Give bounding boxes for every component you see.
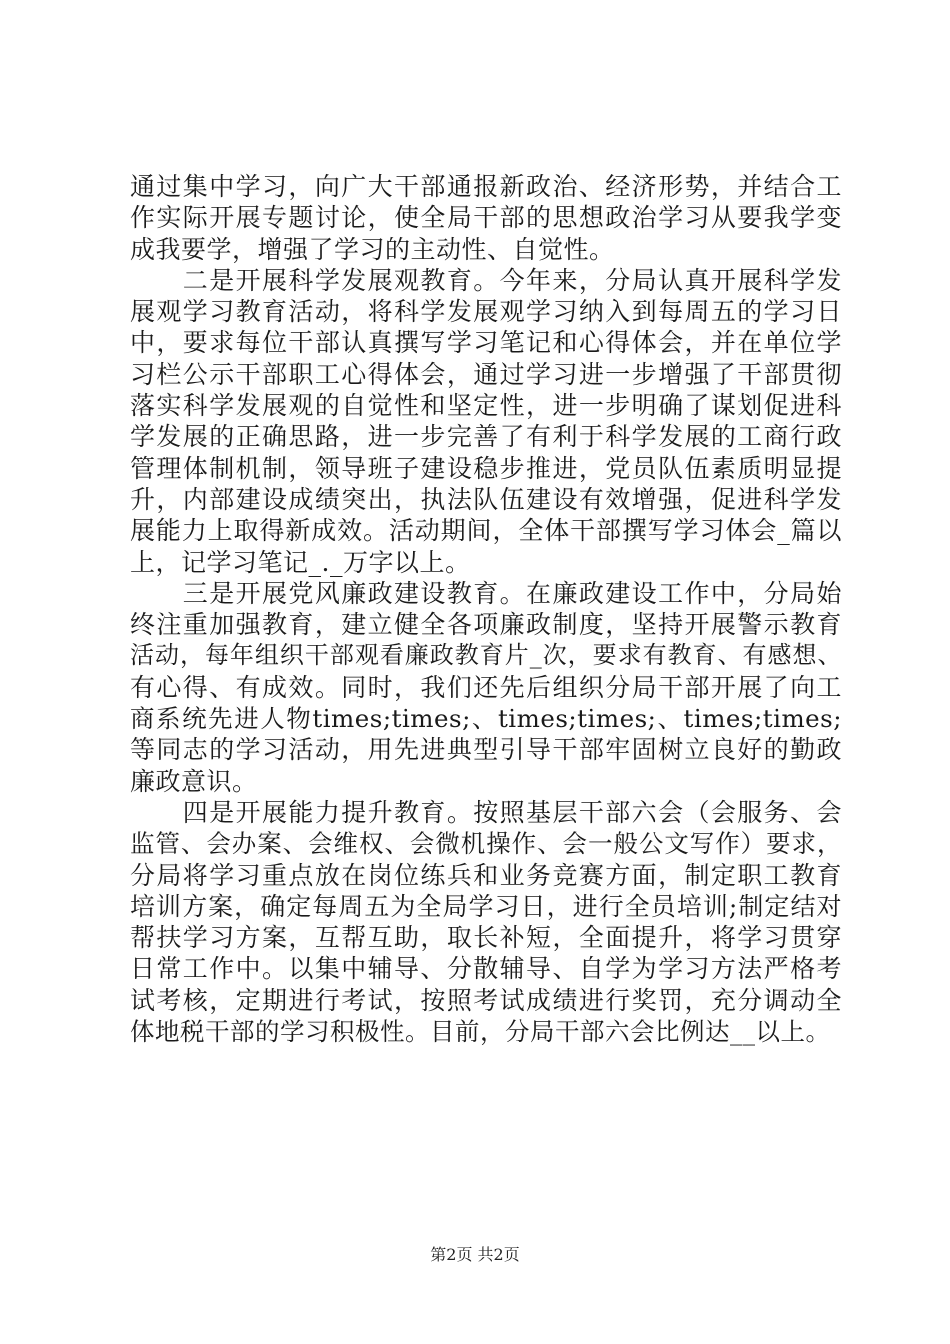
text-line: 习栏公示干部职工心得体会，通过学习进一步增强了干部贯彻 (130, 359, 842, 389)
text-line: 廉政意识。 (130, 766, 258, 796)
text-line: 帮扶学习方案，互帮互助，取长补短，全面提升，将学习贯穿 (130, 923, 842, 953)
text-line: 有心得、有成效。同时，我们还先后组织分局干部开展了向工 (130, 672, 842, 702)
text-line: 三是开展党风廉政建设教育。在廉政建设工作中，分局始 (130, 578, 842, 608)
text-line: 管理体制机制，领导班子建设稳步推进，党员队伍素质明显提 (130, 453, 842, 483)
text-line: 四是开展能力提升教育。按照基层干部六会（会服务、会 (130, 797, 842, 827)
text-line: 落实科学发展观的自觉性和坚定性，进一步明确了谋划促进科 (130, 391, 842, 421)
text-line: 监管、会办案、会维权、会微机操作、会一般公文写作）要求， (130, 829, 842, 859)
text-line: 等同志的学习活动，用先进典型引导干部牢固树立良好的勤政 (130, 735, 842, 765)
text-line: 展观学习教育活动，将科学发展观学习纳入到每周五的学习日 (130, 297, 842, 327)
text-line: 升，内部建设成绩突出，执法队伍建设有效增强，促进科学发 (130, 484, 842, 514)
text-line: 分局将学习重点放在岗位练兵和业务竞赛方面，制定职工教育 (130, 860, 842, 890)
text-line: 展能力上取得新成效。活动期间，全体干部撰写学习体会_篇以 (130, 516, 842, 546)
text-line: 通过集中学习，向广大干部通报新政治、经济形势，并结合工 (130, 172, 842, 201)
text-line: 商系统先进人物times;times;、times;times;、times;times; (130, 704, 842, 734)
text-line: 日常工作中。以集中辅导、分散辅导、自学为学习方法严格考 (130, 954, 842, 984)
text-line: 学发展的正确思路，进一步完善了有利于科学发展的工商行政 (130, 422, 842, 452)
text-line: 成我要学，增强了学习的主动性、自觉性。 (130, 234, 615, 264)
text-line: 活动，每年组织干部观看廉政教育片_次，要求有教育、有感想、 (130, 641, 842, 670)
document-body (130, 171, 842, 1047)
text-line: 培训方案，确定每周五为全局学习日，进行全员培训;制定结对 (130, 891, 842, 921)
text-line: 中，要求每位干部认真撰写学习笔记和心得体会，并在单位学 (130, 328, 842, 358)
text-line: 二是开展科学发展观教育。今年来，分局认真开展科学发 (130, 265, 842, 295)
text-line: 作实际开展专题讨论，使全局干部的思想政治学习从要我学变 (130, 203, 842, 233)
page-number: 第2页 共2页 (430, 1245, 520, 1264)
text-line: 体地税干部的学习积极性。目前，分局干部六会比例达__以上。 (130, 1017, 831, 1047)
text-line: 上，记学习笔记_._万字以上。 (130, 547, 471, 577)
text-line: 试考核，定期进行考试，按照考试成绩进行奖罚，充分调动全 (130, 985, 842, 1015)
text-line: 终注重加强教育，建立健全各项廉政制度，坚持开展警示教育 (130, 610, 842, 640)
